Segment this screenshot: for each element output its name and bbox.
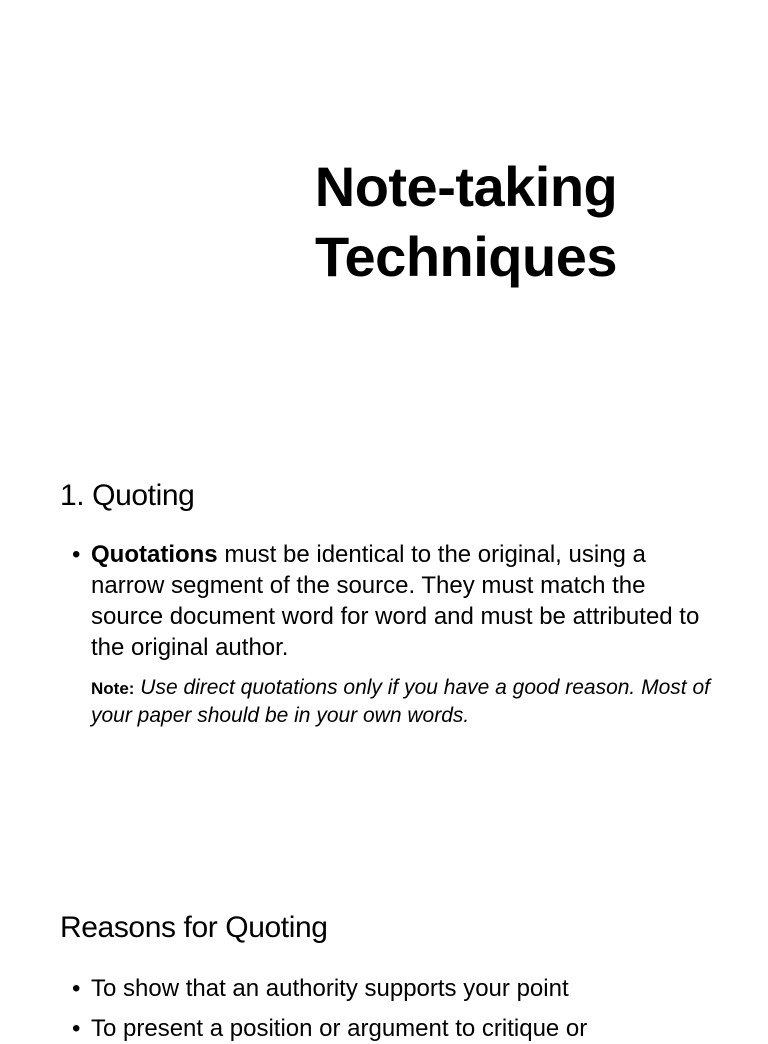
bullet-text — [91, 539, 712, 663]
section-heading-reasons: Reasons for Quoting — [60, 911, 328, 944]
bullet-bold-term: Quotations — [91, 541, 218, 568]
bullet-marker: • — [72, 541, 81, 568]
slide-quoting — [0, 432, 768, 864]
bullet-marker: • — [72, 1015, 81, 1042]
list-item — [72, 973, 712, 1004]
bullet-quotations — [72, 539, 712, 663]
note-label: Note: — [91, 679, 135, 698]
section-heading-quoting: 1. Quoting — [60, 479, 195, 512]
list-item-text: To show that an authority supports your point — [91, 975, 569, 1002]
note-paragraph — [91, 674, 711, 729]
slide-reasons — [0, 864, 768, 1042]
title-line-2: Techniques — [314, 225, 617, 288]
bullet-body: must be identical to the original, using a narrow segment of the source. They must match the source document word for word and must be attributed to the original author. — [91, 541, 700, 661]
page-title — [256, 152, 676, 292]
bullet-marker: • — [72, 975, 81, 1002]
slide-title — [0, 0, 768, 432]
title-line-1: Note-taking — [314, 155, 618, 218]
list-item — [72, 1013, 712, 1044]
list-item-text: To present a position or argument to critique or — [91, 1015, 588, 1042]
note-body: Use direct quotations only if you have a good reason. Most of your paper should be in your own words. — [91, 676, 710, 727]
